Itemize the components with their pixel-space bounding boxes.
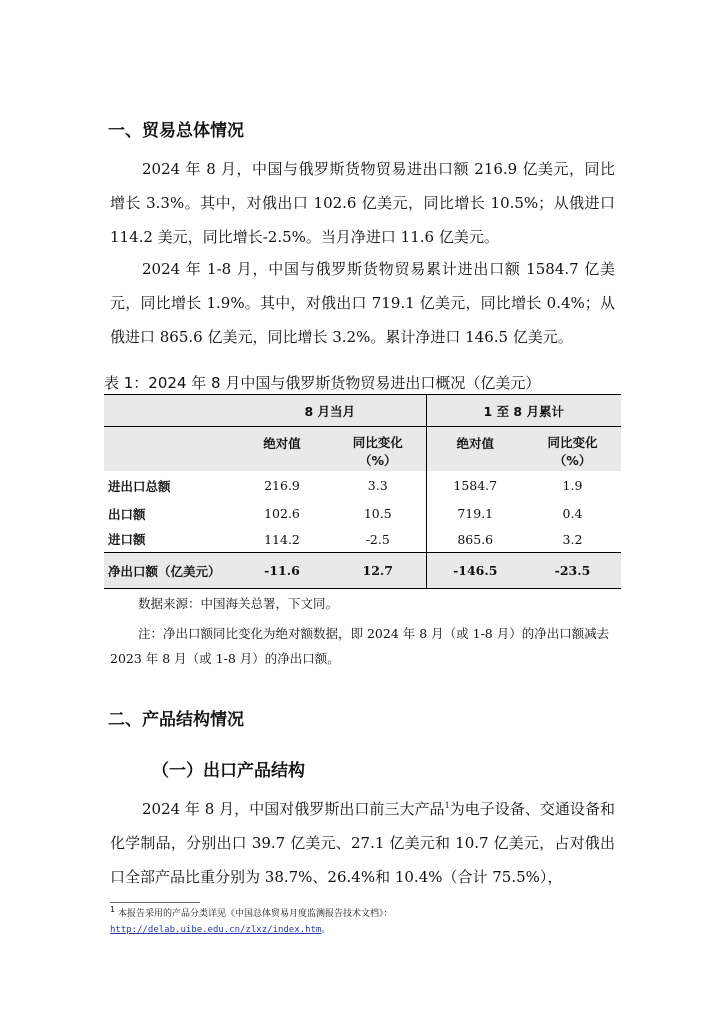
col-cum-yoy [524, 427, 621, 471]
paragraph-monthly-summary: 2024 年 8 月，中国与俄罗斯货物贸易进出口额 216.9 亿美元，同比增长 3.3%。其中，对俄出口 102.6 亿美元，同比增长 10.5%；从俄进口 114.2 美元，同比增长-2.5%。当月净进口 11.6 亿美元。 [110, 160, 615, 246]
paragraph-export-structure [110, 792, 615, 894]
table-blank-cell [104, 427, 234, 471]
cell-month-yoy: 12.7 [330, 553, 426, 589]
table-caption: 表 1：2024 年 8 月中国与俄罗斯货物贸易进出口概况（亿美元） [104, 374, 541, 392]
col-month-yoy-line2: （%） [358, 452, 397, 468]
cell-month-yoy: 10.5 [363, 506, 392, 521]
cell-month-abs: -11.6 [234, 553, 330, 589]
row-label: 进出口总额 [108, 478, 171, 494]
footnote-link[interactable]: http://delab.uibe.edu.cn/zlxz/index.htm [110, 925, 322, 935]
col-cum-abs: 绝对值 [426, 427, 524, 471]
table-corner [104, 395, 234, 427]
footnote-ref[interactable]: 1 [444, 801, 450, 810]
footnote-end: 。 [321, 925, 331, 935]
footnote-mark: 1 [110, 905, 116, 914]
cell-cum-abs: 1584.7 [426, 471, 524, 501]
cell-cum-abs: 719.1 [426, 501, 524, 527]
footnote-text: 本报告采用的产品分类详见《中国总体贸易月度监测报告技术文档》： [117, 909, 393, 919]
section-2-heading: 二、产品结构情况 [108, 710, 244, 730]
col-cum-yoy-line2: （%） [553, 452, 592, 468]
group-header-cumulative: 1 至 8 月累计 [426, 395, 621, 427]
table-row [104, 527, 621, 553]
row-label: 出口额 [108, 506, 146, 522]
table-row-net-export [104, 553, 621, 589]
section-1-heading: 一、贸易总体情况 [108, 121, 244, 141]
cell-month-abs: 114.2 [264, 531, 300, 547]
row-label: 进口额 [108, 532, 146, 548]
cell-cum-abs: 865.6 [426, 527, 524, 553]
col-month-abs: 绝对值 [234, 427, 330, 471]
cell-cum-yoy: 3.2 [562, 531, 583, 547]
cell-month-abs: 102.6 [264, 506, 300, 521]
table-source: 数据来源：中国海关总署，下文同。 [138, 596, 339, 611]
table-note: 注：净出口额同比变化为绝对额数据，即 2024 年 8 月（或 1-8 月）的净出口额减去 2023 年 8 月（或 1-8 月）的净出口额。 [110, 626, 610, 666]
col-month-yoy [330, 427, 426, 471]
paragraph-text-end: 为电子设备、交通设备和化学制品，分别出口 39.7 亿美元、27.1 亿美元和 10.7 亿美元，占对俄出口全部产品比重分别为 38.7%、26.4%和 10.4%（合计 75.5%）， [110, 800, 615, 886]
table-row [104, 471, 621, 501]
paragraph-text-start: 2024 年 8 月，中国对俄罗斯出口前三大产品 [142, 800, 445, 818]
row-label: 净出口额（亿美元） [104, 553, 234, 589]
cell-month-yoy: 3.3 [367, 478, 388, 493]
cell-month-abs: 216.9 [264, 478, 300, 493]
cell-cum-yoy: 0.4 [562, 506, 583, 521]
trade-overview-table [104, 394, 621, 589]
col-month-yoy-line1: 同比变化 [352, 434, 403, 450]
table-row [104, 501, 621, 527]
cell-month-yoy: -2.5 [365, 531, 390, 547]
col-cum-yoy-line1: 同比变化 [547, 434, 598, 450]
cell-cum-abs: -146.5 [426, 553, 524, 589]
subsection-heading: （一）出口产品结构 [152, 761, 305, 781]
paragraph-cumulative-summary: 2024 年 1-8 月，中国与俄罗斯货物贸易累计进出口额 1584.7 亿美元，同比增长 1.9%。其中，对俄出口 719.1 亿美元，同比增长 0.4%；从俄进口 865.6 亿美元，同比增长 3.2%。累计净进口 146.5 亿美元。 [110, 260, 615, 346]
group-header-month: 8 月当月 [234, 395, 426, 427]
cell-cum-yoy: -23.5 [524, 553, 621, 589]
footnote [110, 906, 630, 938]
footnote-divider [110, 902, 200, 903]
cell-cum-yoy: 1.9 [562, 478, 583, 493]
